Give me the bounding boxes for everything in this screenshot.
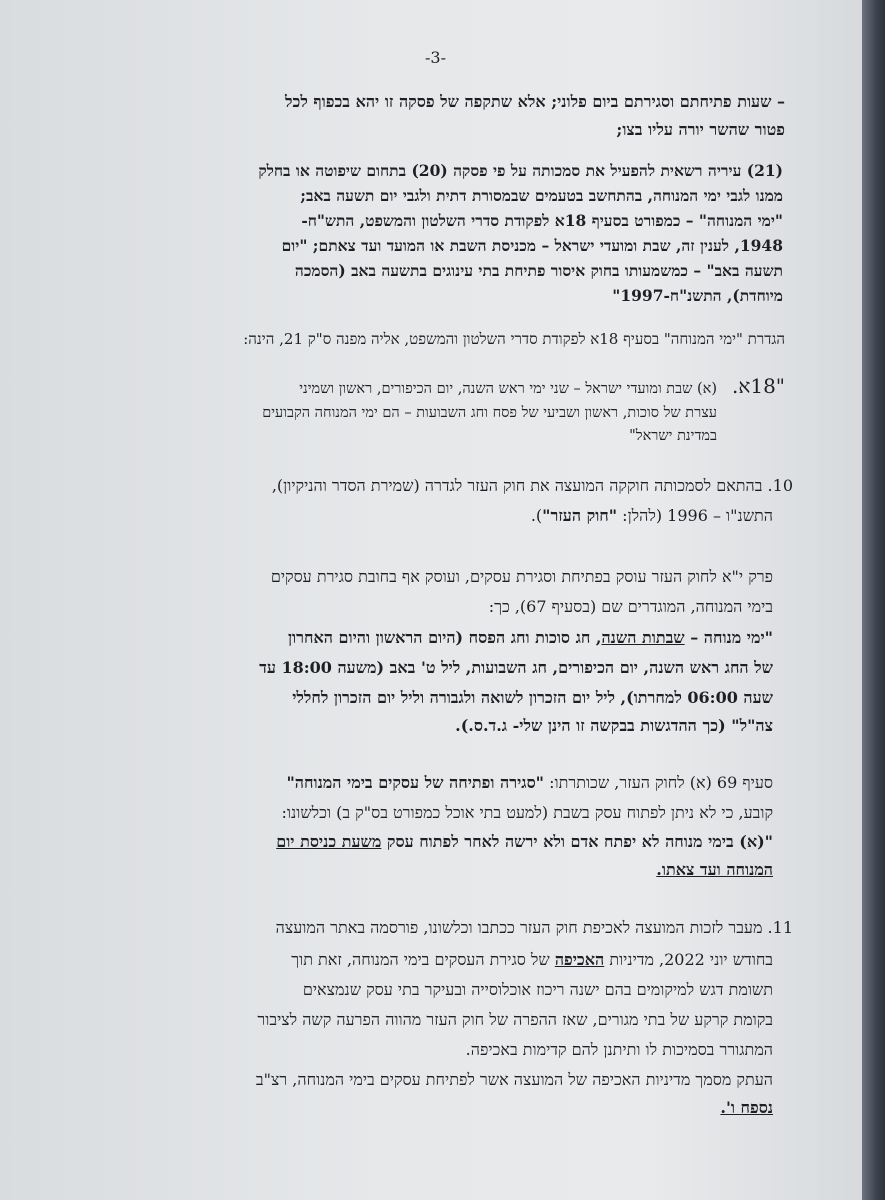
section-18a-number: "18א. (731, 374, 785, 398)
p21-line-3: "ימי המנוחה" – כמפורט בסעיף 18א לפקודת סדרי השלטון והמשפט, התש"ח- (301, 211, 783, 230)
rest-days-line-1: "ימי מנוחה – שבתות השנה, חג סוכות וחג הפסח (היום הראשון והיום האחרון (287, 628, 773, 647)
section-18a-line-2: עצרת של סוכות, ראשון ושביעי של פסח וחג השבועות – הם ימי המנוחה הקבועים (262, 405, 717, 421)
p10b-line-2: בימי המנוחה, המוגדרים שם (בסעיף 67), כך: (488, 597, 773, 616)
p21-line-2: ממנו לגבי ימי המנוחה, בהתחשב בטעמים שבמסורת דתית ולגבי יום תשעה באב; (300, 186, 783, 205)
p21-line-5: תשעה באב" – כמשמעותו בחוק איסור פתיחת בתי עינוגים בתשעה באב (הסמכה (294, 261, 783, 280)
p11-line-2: בחודש יוני 2022, מדיניות האכיפה של סגירת העסקים בימי המנוחה, זאת תוך (291, 950, 773, 969)
section-18a-line-1: (א) שבת ומועדי ישראל – שני ימי ראש השנה, יום הכיפורים, ראשון ושמיני (299, 381, 717, 397)
quote-line-2: פטור שהשר יורה עליו בצו; (616, 120, 785, 139)
p21-line-6: מיוחדת), התשנ"ח-1997" (612, 286, 783, 305)
definition-intro: הגדרת "ימי המנוחה" בסעיף 18א לפקודת סדרי השלטון והמשפט, אליה מפנה ס"ק 21, הינה: (243, 330, 785, 348)
p11-line-7: נספח ו'. (720, 1098, 773, 1117)
quote-line-1: – שעות פתיחתם וסגירתם ביום פלוני; אלא שתקפה של פסקה זו יהא בכפוף לכל (285, 92, 785, 111)
p11-line-1: 11. מעבר לזכות המועצה לאכיפת חוק העזר ככתבו וכלשונו, פורסמה באתר המועצה (275, 918, 793, 937)
rest-days-line-3: שעה 06:00 למחרתו), ליל יום הזכרון לשואה ולגבורה וליל יום הזכרון לחללי (292, 688, 773, 707)
p11-line-4: בקומת קרקע של בתי מגורים, שאז ההפרה של חוק העזר מהווה הפרעה קשה לציבור (257, 1010, 773, 1029)
page-number: -3- (425, 48, 446, 67)
p11-line-6: העתק מסמך מדיניות האכיפה של המועצה אשר לפתיחת עסקים בימי המנוחה, רצ"ב (255, 1070, 773, 1089)
p11-line-5: המתגורר בסמיכות לו ותיתנן להם קדימות באכיפה. (465, 1040, 773, 1059)
rest-days-line-2: של החג ראש השנה, יום הכיפורים, חג השבועות, ליל ט' באב (משעה 18:00 עד (259, 658, 773, 677)
p10-line-1: 10. בהתאם לסמכותה חוקקה המועצה את חוק העזר לגדרה (שמירת הסדר והניקיון), (271, 476, 793, 495)
s69-line-4: המנוחה ועד צאתו. (656, 860, 773, 879)
p11-line-3: תשומת דגש למיקומים בהם ישנה ריכוז אוכלוסייה ובעיקר בתי עסק שנמצאים (302, 980, 773, 999)
s69-line-2: קובע, כי לא ניתן לפתוח עסק בשבת (למעט בתי אוכל כמפורט בס"ק ב) וכלשונו: (281, 803, 773, 822)
s69-line-3: "(א) בימי מנוחה לא יפתח אדם ולא ירשה לאחר לפתוח עסק משעת כניסת יום (276, 832, 773, 851)
p10b-line-1: פרק י"א לחוק העזר עוסק בפתיחת וסגירת עסקים, ועוסק אף בחובת סגירת עסקים (270, 567, 773, 586)
rest-days-line-4: צה"ל" (כך ההדגשות בבקשה זו הינן שלי- ג.ד.ס.). (455, 716, 773, 735)
page-edge-shadow (862, 0, 885, 1200)
p21-line-1: (21) עיריה רשאית להפעיל את סמכותה על פי פסקה (20) בתחום שיפוטה או בחלק (258, 161, 783, 180)
p10-line-2: התשנ"ו – 1996 (להלן: "חוק העזר"). (530, 506, 773, 525)
p21-line-4: 1948, לענין זה, שבת ומועדי ישראל – מכניסת השבת או המועד ועד צאתם; "יום (281, 236, 783, 255)
s69-line-1: סעיף 69 (א) לחוק העזר, שכותרתו: "סגירה ופתיחה של עסקים בימי המנוחה" (286, 773, 773, 792)
section-18a-line-3: במדינת ישראל" (629, 428, 717, 444)
